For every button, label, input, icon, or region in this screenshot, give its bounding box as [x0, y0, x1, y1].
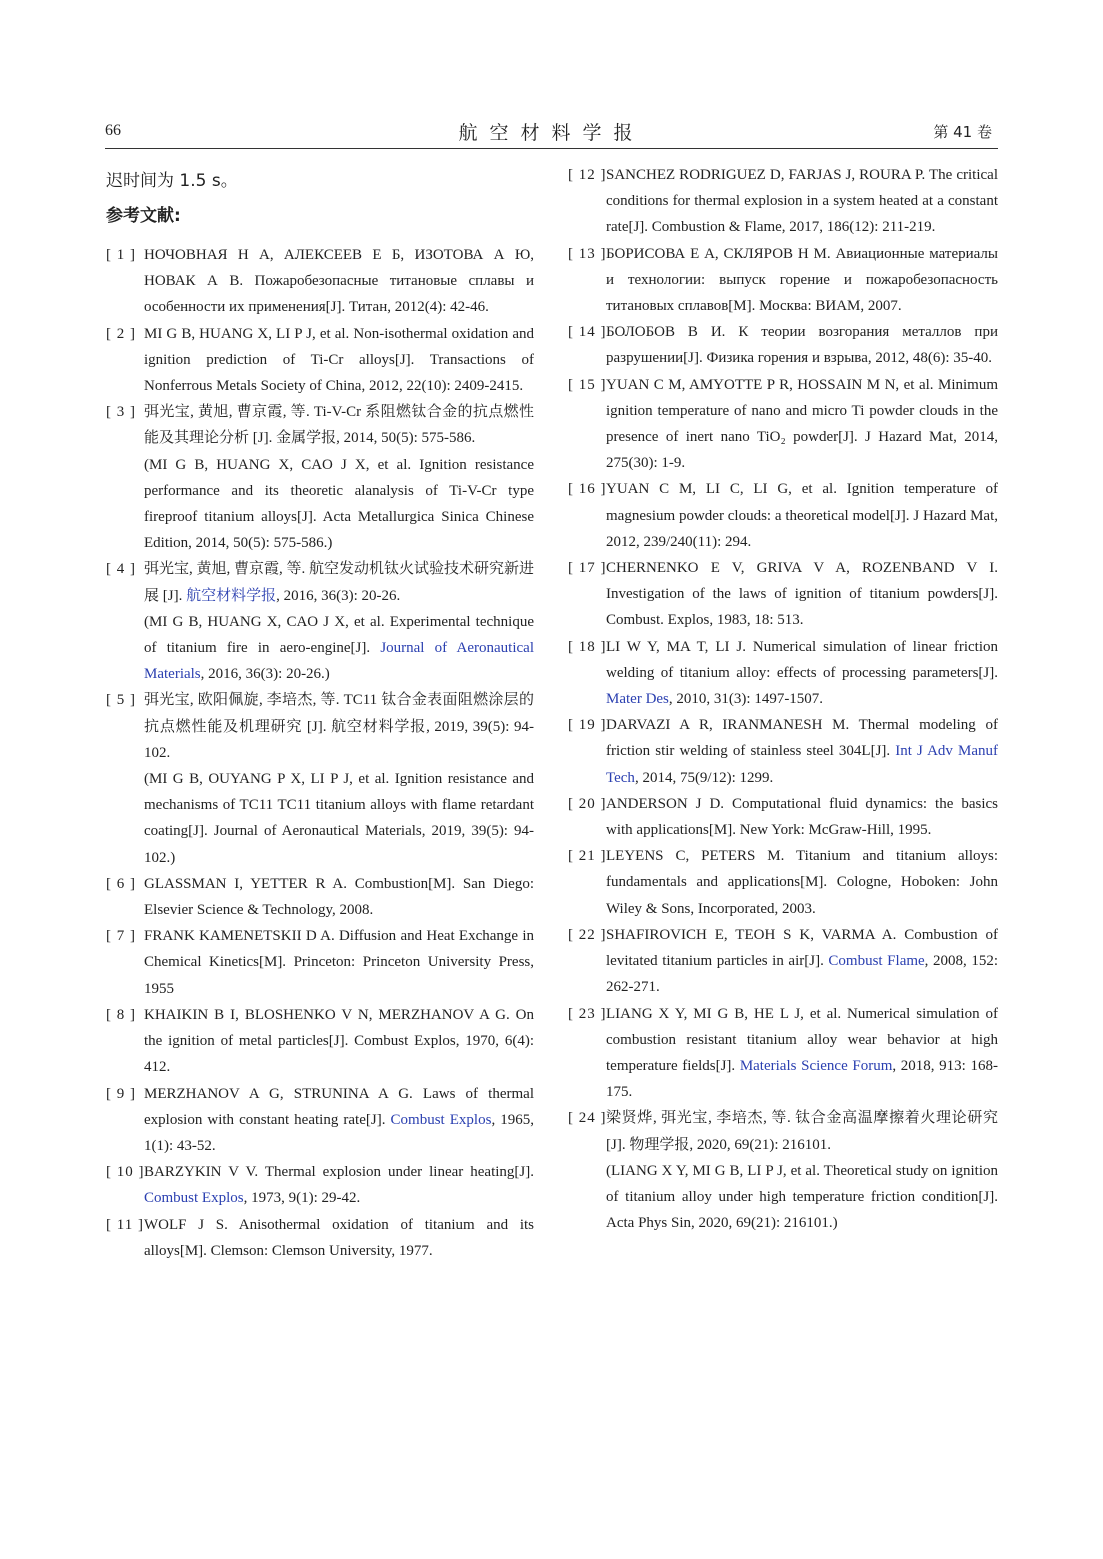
left-column	[106, 162, 534, 1264]
reference-translation: (MI G B, HUANG X, CAO J X, et al. Ignition resistance performance and its theoretic alanalysis of Ti-V-Cr type fireproof titanium alloys[J]. Acta Metallurgica Sinica Chinese Edition, 2014, 50(5): 575-586.)	[144, 456, 534, 552]
reference-text: WOLF J S. Anisothermal oxidation of titanium and its alloys[M]. Clemson: Clemson University, 1977.	[144, 1216, 534, 1259]
carry-over-text: 迟时间为 1.5 s。	[106, 171, 238, 191]
reference-text	[144, 1159, 534, 1211]
reference-text-part: , 2008, 152: 262-271.	[606, 953, 998, 996]
reference-text	[606, 712, 998, 791]
reference-text-part: , 1973, 9(1): 29-42.	[243, 1190, 361, 1207]
running-header	[105, 118, 998, 149]
reference-text: БОЛОБОВ В И. К теории возгорания металлов при разрушении[J]. Физика горения и взрыва, 2012, 48(6): 35-40.	[606, 324, 998, 367]
reference-text: MI G B, HUANG X, LI P J, et al. Non-isothermal oxidation and ignition prediction of Ti-Cr alloys[J]. Transactions of Nonferrous Metals Society of China, 2012, 22(10): 2409-2415.	[144, 325, 534, 395]
reference-entry	[568, 843, 998, 922]
reference-text	[144, 1081, 534, 1160]
reference-number: [ 12 ]	[568, 167, 607, 183]
reference-text	[606, 922, 998, 1001]
reference-entry	[568, 319, 998, 371]
reference-entry	[568, 162, 998, 241]
reference-number: [ 16 ]	[568, 481, 607, 498]
reference-link[interactable]: 航空材料学报	[186, 587, 277, 604]
reference-text-part: LI W Y, MA T, LI J. Numerical simulation of linear friction welding of titanium alloy: effects of processing parameters[J].	[606, 638, 998, 681]
reference-number: [ 10 ]	[106, 1164, 145, 1181]
reference-text-part: BARZYKIN V V. Thermal explosion under linear heating[J].	[144, 1164, 534, 1181]
reference-link[interactable]: Int J Adv Manuf Tech	[606, 743, 998, 786]
reference-number: [ 18 ]	[568, 638, 607, 655]
reference-entry	[106, 399, 534, 556]
reference-number: [ 20 ]	[568, 795, 607, 812]
reference-entry	[106, 687, 534, 870]
reference-translation: (MI G B, OUYANG P X, LI P J, et al. Ignition resistance and mechanisms of TC11 TC11 titanium alloys with flame retardant coating[J]. Journal of Aeronautical Materials, 2019, 39(5): 94-102.)	[144, 771, 534, 866]
reference-number: [ 19 ]	[568, 717, 607, 734]
reference-text-part: , 2016, 36(3): 20-26.	[276, 587, 401, 604]
reference-number: [ 6 ]	[106, 875, 136, 892]
reference-number: [ 3 ]	[106, 404, 136, 421]
reference-text-part: MERZHANOV A G, STRUNINA A G. Laws of thermal explosion with constant heating rate[J].	[144, 1085, 534, 1128]
reference-text: 梁贤烨, 弭光宝, 李培杰, 等. 钛合金高温摩擦着火理论研究 [J]. 物理学报, 2020, 69(21): 216101.	[606, 1110, 998, 1153]
reference-text: БОРИСОВА Е А, СКЛЯРОВ Н М. Авиационные материалы и технологии: выпуск горение и пожаробезопасность титановых сплавов[M]. Москва: ВИАМ, 2007.	[606, 245, 998, 315]
reference-entry	[106, 1212, 534, 1264]
reference-text-part: , 2018, 913: 168-175.	[606, 1057, 998, 1101]
reference-number: [ 7 ]	[106, 928, 136, 945]
reference-text-part: DARVAZI A R, IRANMANESH M. Thermal modeling of friction stir welding of stainless steel 304L[J].	[606, 717, 998, 760]
reference-text-part: LIANG X Y, MI G B, HE L J, et al. Numerical simulation of combustion resistant titanium alloy wear behavior at high temperature fields[J].	[606, 1005, 998, 1074]
reference-text	[606, 634, 998, 713]
reference-list-left	[106, 242, 534, 1264]
reference-text-part: 弭光宝, 黄旭, 曹京霞, 等. 航空发动机钛火试验技术研究新进展 [J].	[144, 561, 535, 604]
reference-number: [ 17 ]	[568, 560, 607, 577]
reference-list-right	[568, 162, 998, 1236]
reference-text: 弭光宝, 欧阳佩旋, 李培杰, 等. TC11 钛合金表面阻燃涂层的抗点燃性能及机理研究 [J]. 航空材料学报, 2019, 39(5): 94-102.	[144, 692, 534, 761]
reference-number: [ 21 ]	[568, 848, 607, 865]
journal-title: 航空材料学报	[458, 122, 645, 144]
reference-text	[606, 1001, 998, 1106]
reference-text-part: , 2010, 31(3): 1497-1507.	[668, 691, 824, 708]
reference-number: [ 15 ]	[568, 376, 607, 393]
reference-number: [ 23 ]	[568, 1005, 607, 1022]
reference-number: [ 14 ]	[568, 324, 607, 341]
page-number: 66	[105, 122, 121, 139]
reference-entry	[568, 791, 998, 843]
reference-entry	[106, 1159, 534, 1211]
reference-entry	[106, 871, 534, 923]
reference-text	[144, 556, 534, 608]
reference-entry	[568, 634, 998, 713]
reference-entry	[106, 1081, 534, 1160]
reference-text-part: , 1965, 1(1): 43-52.	[144, 1111, 534, 1154]
reference-number: [ 24 ]	[568, 1110, 607, 1127]
reference-link[interactable]: Combust Explos	[390, 1111, 492, 1128]
reference-number: [ 2 ]	[106, 325, 136, 342]
volume-label: 第 41 卷	[933, 123, 992, 141]
reference-number: [ 22 ]	[568, 926, 607, 943]
reference-entry	[568, 372, 998, 477]
reference-text: GLASSMAN I, YETTER R A. Combustion[M]. San Diego: Elsevier Science & Technology, 2008.	[144, 875, 534, 919]
reference-link[interactable]: Combust Flame	[828, 953, 925, 970]
reference-number: [ 11 ]	[106, 1216, 144, 1233]
reference-link[interactable]: Journal of Aeronautical Materials	[144, 640, 534, 683]
reference-text: KHAIKIN B I, BLOSHENKO V N, MERZHANOV A G. On the ignition of metal particles[J]. Combust Explos, 1970, 6(4): 412.	[144, 1006, 534, 1076]
reference-text: YUAN C M, LI C, LI G, et al. Ignition temperature of magnesium powder clouds: a theoretical model[J]. J Hazard Mat, 2012, 239/240(11): 294.	[606, 481, 998, 550]
reference-entry	[568, 1105, 998, 1236]
reference-text: НОЧОВНАЯ Н А, АЛЕКСЕЕВ Е Б, ИЗОТОВА А Ю, НОВАК А В. Пожаробезопасные титановые сплавы и особенности их применения[J]. Титан, 2012(4): 42-46.	[144, 247, 534, 316]
reference-text-part: (MI G B, HUANG X, CAO J X, et al. Experimental technique of titanium fire in aero-engine[J].	[144, 613, 534, 657]
reference-entry	[568, 712, 998, 791]
reference-link[interactable]: Materials Science Forum	[739, 1057, 893, 1074]
reference-translation: (LIANG X Y, MI G B, LI P J, et al. Theoretical study on ignition of titanium alloy under high temperature friction condition[J]. Acta Phys Sin, 2020, 69(21): 216101.)	[606, 1162, 998, 1232]
reference-number: [ 13 ]	[568, 245, 607, 262]
reference-number: [ 1 ]	[106, 247, 136, 263]
reference-entry	[106, 1002, 534, 1081]
reference-entry	[568, 555, 998, 634]
reference-text: LEYENS C, PETERS M. Titanium and titanium alloys: fundamentals and applications[M]. Cologne, Hoboken: John Wiley & Sons, Incorporated, 2003.	[606, 848, 998, 917]
reference-number: [ 5 ]	[106, 692, 136, 709]
reference-text: YUAN C M, AMYOTTE P R, HOSSAIN M N, et al. Minimum ignition temperature of nano and micro Ti powder clouds in the presence of inert nano TiO₂ powder[J]. J Hazard Mat, 2014, 275(30): 1-9.	[606, 376, 998, 472]
reference-number: [ 8 ]	[106, 1006, 136, 1023]
reference-text-part: , 2014, 75(9/12): 1299.	[634, 769, 774, 786]
reference-text-part: SHAFIROVICH E, TEOH S K, VARMA A. Combustion of levitated titanium particles in air[J].	[606, 926, 998, 970]
reference-translation	[144, 609, 534, 688]
reference-text: 弭光宝, 黄旭, 曹京霞, 等. Ti-V-Cr 系阻燃钛合金的抗点燃性能及其理论分析 [J]. 金属学报, 2014, 50(5): 575-586.	[144, 404, 534, 447]
reference-text-part: , 2016, 36(3): 20-26.)	[200, 666, 330, 683]
reference-number: [ 9 ]	[106, 1085, 136, 1102]
references-heading: 参考文献:	[106, 206, 181, 226]
reference-entry	[568, 476, 998, 555]
right-column	[568, 162, 998, 1236]
reference-entry	[568, 241, 998, 320]
reference-entry	[106, 556, 534, 687]
reference-link[interactable]: Combust Explos	[144, 1190, 244, 1207]
reference-text: CHERNENKO E V, GRIVA V A, ROZENBAND V I. Investigation of the laws of ignition of titanium powders[J]. Combust. Explos, 1983, 18: 513.	[606, 560, 998, 629]
reference-entry	[568, 922, 998, 1001]
reference-text: SANCHEZ RODRIGUEZ D, FARJAS J, ROURA P. The critical conditions for thermal explosion in a system heated at a constant rate[J]. Combustion & Flame, 2017, 186(12): 211-219.	[606, 167, 998, 236]
reference-entry	[106, 923, 534, 1002]
reference-link[interactable]: Mater Des	[606, 691, 669, 708]
reference-text: FRANK KAMENETSKII D A. Diffusion and Heat Exchange in Chemical Kinetics[M]. Princeton: Princeton University Press, 1955	[144, 928, 534, 997]
reference-entry	[568, 1001, 998, 1106]
reference-text: ANDERSON J D. Computational fluid dynamics: the basics with applications[M]. New York: McGraw-Hill, 1995.	[606, 795, 998, 839]
reference-entry	[106, 242, 534, 321]
reference-entry	[106, 321, 534, 400]
reference-number: [ 4 ]	[106, 561, 136, 578]
